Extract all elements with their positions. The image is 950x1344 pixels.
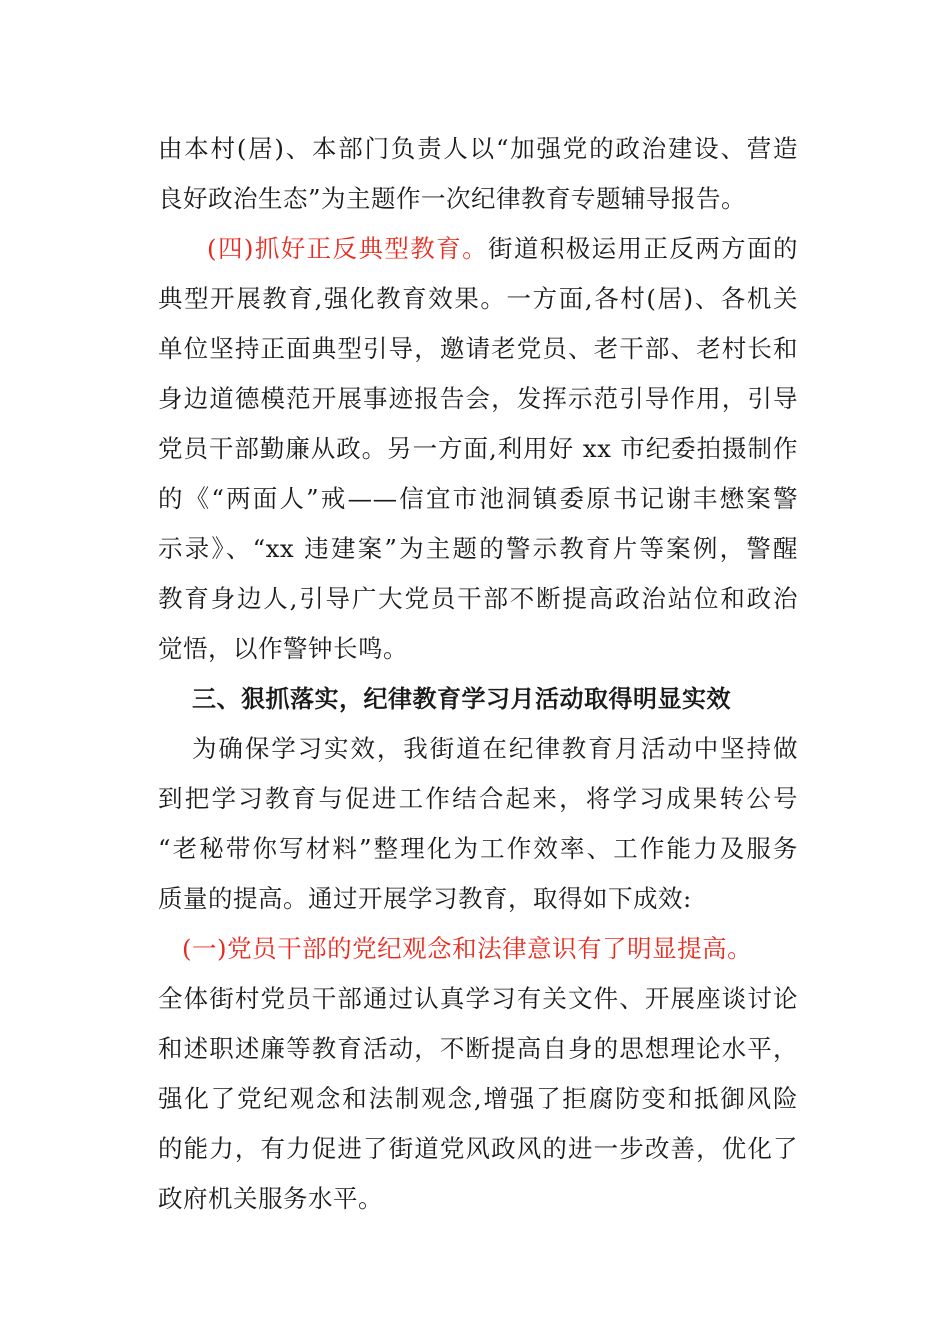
paragraph-line: 和述职述廉等教育活动，不断提高自身的思想理论水平， [158,1034,798,1063]
paragraph-line: 强化了党纪观念和法制观念,增强了拒腐防变和抵御风险 [158,1084,798,1113]
paragraph-line: 的《“两面人”戒——信宜市池洞镇委原书记谢丰懋案警 [158,484,798,513]
paragraph-line: 的能力，有力促进了街道党风政风的进一步改善，优化了 [158,1134,798,1163]
section-heading-3: 三、狠抓落实，纪律教育学习月活动取得明显实效 [192,685,731,713]
paragraph-line: 为确保学习实效，我街道在纪律教育月活动中坚持做 [192,734,798,763]
paragraph-line: 身边道德模范开展事迹报告会，发挥示范引导作用，引导 [158,384,798,413]
paragraph-line: 示录》、“xx 违建案”为主题的警示教育片等案例，警醒 [158,534,798,563]
paragraph-line: 政府机关服务水平。 [158,1184,383,1213]
section-1-title: (一)党员干部的党纪观念和法律意识有了明显提高。 [182,934,753,963]
paragraph-line: “老秘带你写材料”整理化为工作效率、工作能力及服务 [158,834,798,863]
paragraph-line: 典型开展教育,强化教育效果。一方面,各村(居)、各机关 [158,284,798,313]
paragraph-line: 单位坚持正面典型引导，邀请老党员、老干部、老村长和 [158,334,798,363]
paragraph-line: 良好政治生态”为主题作一次纪律教育专题辅导报告。 [158,184,747,213]
paragraph-line: 党员干部勤廉从政。另一方面,利用好 xx 市纪委拍摄制作 [158,434,798,463]
section-4-line [158,224,798,274]
paragraph-line: 全体街村党员干部通过认真学习有关文件、开展座谈讨论 [158,984,798,1013]
paragraph-line: 到把学习教育与促进工作结合起来，将学习成果转公号 [158,784,798,813]
section-4-intro: 街道积极运用正反两方面的 [488,234,798,263]
paragraph-line: 由本村(居)、本部门负责人以“加强党的政治建设、营造 [158,134,798,163]
section-4-title: (四)抓好正反典型教育。 [207,234,489,263]
paragraph-line: 质量的提高。通过开展学习教育，取得如下成效: [158,884,692,913]
paragraph-line: 教育身边人,引导广大党员干部不断提高政治站位和政治 [158,584,798,613]
paragraph-line: 觉悟，以作警钟长鸣。 [158,634,408,663]
